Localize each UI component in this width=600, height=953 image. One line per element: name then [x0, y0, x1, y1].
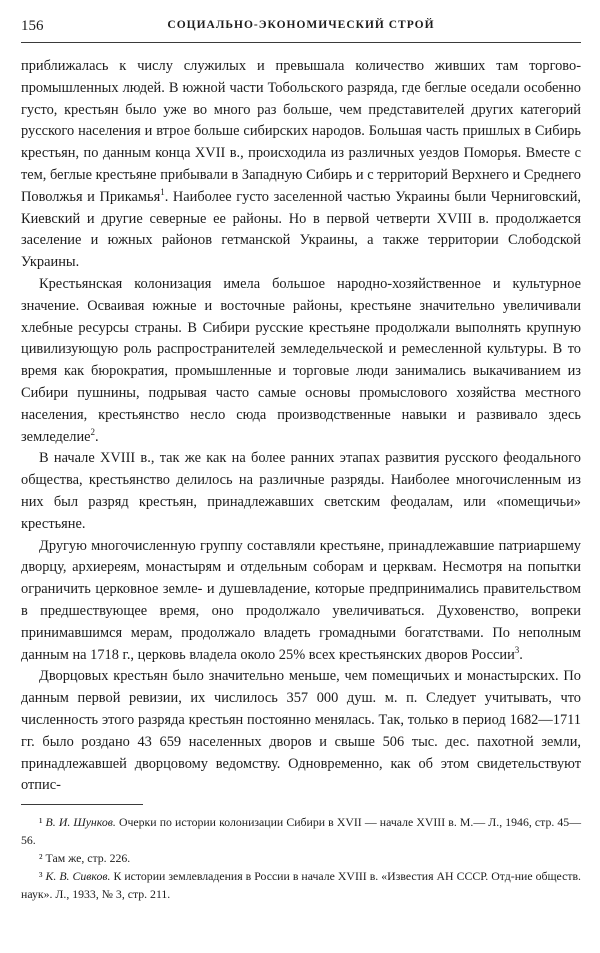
footnote-ref: 3: [514, 644, 520, 655]
page-number: 156: [21, 18, 44, 34]
footnote: ³ К. В. Сивков. К истории землевладения в России в начале XVIII в. «Известия АН СССР. Отд-ние обществ. наук». Л., 1933, № 3, стр. 211.: [21, 869, 581, 902]
main-text: [21, 56, 581, 797]
footnotes: [21, 813, 581, 903]
running-title: СОЦИАЛЬНО-ЭКОНОМИЧЕСКИЙ СТРОЙ: [167, 19, 435, 31]
footnote-divider: [21, 804, 143, 805]
footnote-ref: 1: [160, 186, 165, 197]
footnote: ¹ В. И. Шунков. Очерки по истории колонизации Сибири в XVII — начале XVIII в. М.— Л., 1946, стр. 45—56.: [21, 815, 582, 848]
page-header: [21, 16, 581, 43]
paragraph: Дворцовых крестьян было значительно меньше, чем помещичьих и монастырских. По данным первой ревизии, их числилось 357 000 душ. м. п. Следует учитывать, что численность этого разряда крестьян постоянно менялась. Так, только в период 1682—1711 гг. было роздано 43 659 населенных дворов и свыше 506 тыс. дес. пахотной земли, принадлежавшей дворцовому ведомству. Одновременно, как об этом свидетельствуют отпис-: [21, 668, 581, 794]
paragraph: В начале XVIII в., так же как на более ранних этапах развития русского феодального общества, крестьянство делилось на различные разряды. Наиболее многочисленным из них был разряд крестьян, принадлежавших светским феодалам, или «помещичьи» крестьяне.: [21, 450, 581, 532]
paragraph: Крестьянская колонизация имела большое народно-хозяйственное и культурное значение. Осваивая южные и восточные районы, крестьяне значительно увеличивали хлебные ресурсы страны. В Сибири русские крестьяне продолжали выполнять крупную цивилизующую роль распространителей земледельческой и ремесленной культуры. В то время как бюрократия, промышленные и торговые люди занимались выкачиванием из Сибири пушнины, подрывая часто самые основы промыслового хозяйства местного населения, крестьянство несло сюда производственные навыки и развивало здесь земледелие$^2$.: [21, 275, 581, 445]
footnote-ref: 2: [90, 426, 96, 437]
footnote: ² Там же, стр. 226.: [39, 851, 131, 866]
paragraph: Другую многочисленную группу составляли крестьяне, принадлежавшие патриаршему дворцу, архиереям, монастырям и отдельным соборам и церквам. Несмотря на попытки ограничить церковное земле- и душевладение, которые предпринимались правительством в предшествующее время, оно продолжало увеличиваться. Духовенство, вопреки принимавшимся мерам, продолжало владеть громадными богатствами. По неполным данным на 1718 г., церковь владела около 25% всех крестьянских дворов России$^3$.: [21, 537, 581, 663]
paragraph: приближалась к числу служилых и превышала количество живших там торгово-промышленных людей. В южной части Тобольского разряда, где беглые оседали особенно густо, крестьян было уже во много раз больше, чем представителей других категорий русского населения и втрое больше сибирских народов. Большая часть пришлых в Сибирь крестьян, по данным конца XVII в., происходила из различных уездов Поморья. Вместе с тем, беглые крестьяне прибывали в Западную Сибирь и с территорий Верхнего и Среднего Поволжья и Прикамья$^1$. Наиболее густо заселенной частью Украины были Черниговский, Киевский и другие северные ее районы. Но в первой четверти XVIII в. продолжается заселение и южных районов гетманской Украины, а также территории Слободской Украины.: [21, 58, 582, 271]
